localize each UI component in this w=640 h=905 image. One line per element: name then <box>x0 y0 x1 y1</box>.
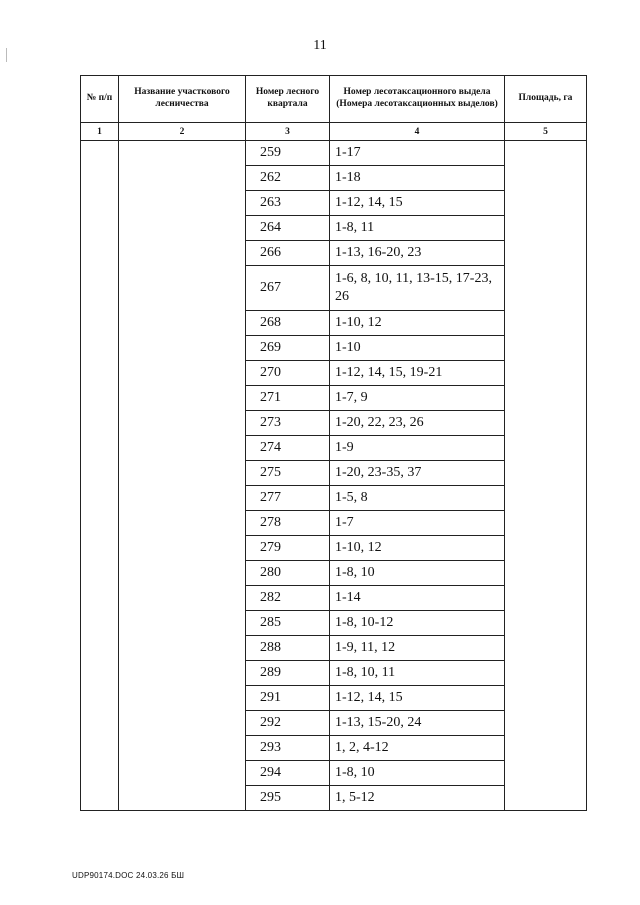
vydel-cell: 1-20, 22, 23, 26 <box>330 411 505 436</box>
quarter-cell: 280 <box>246 561 330 586</box>
allotment-table <box>80 75 587 811</box>
quarter-cell: 285 <box>246 611 330 636</box>
vydel-cell: 1-10, 12 <box>330 536 505 561</box>
quarter-cell: 294 <box>246 761 330 786</box>
quarter-cell: 289 <box>246 661 330 686</box>
quarter-cell: 295 <box>246 786 330 811</box>
vydel-cell: 1-8, 10, 11 <box>330 661 505 686</box>
header-forestry-name: Название участкового лесничества <box>119 76 246 123</box>
quarter-cell: 293 <box>246 736 330 761</box>
quarter-cell: 263 <box>246 191 330 216</box>
column-number: 1 <box>81 123 119 141</box>
quarter-cell: 291 <box>246 686 330 711</box>
vydel-cell: 1-8, 10 <box>330 761 505 786</box>
quarter-cell: 279 <box>246 536 330 561</box>
page-number: 11 <box>313 38 327 53</box>
vydel-cell: 1, 5-12 <box>330 786 505 811</box>
vydel-cell: 1-20, 23-35, 37 <box>330 461 505 486</box>
number-cell-empty <box>81 141 119 811</box>
quarter-cell: 277 <box>246 486 330 511</box>
column-number: 5 <box>505 123 587 141</box>
vydel-cell: 1-8, 10-12 <box>330 611 505 636</box>
column-number-row <box>81 123 587 141</box>
vydel-cell: 1-9, 11, 12 <box>330 636 505 661</box>
header-vydel-number: Номер лесотаксационного выдела (Номера лесотаксационных выделов) <box>330 76 505 123</box>
vydel-cell: 1-6, 8, 10, 11, 13-15, 17-23, 26 <box>330 266 505 311</box>
forestry-name-cell-empty <box>119 141 246 811</box>
quarter-cell: 270 <box>246 361 330 386</box>
vydel-cell: 1-13, 16-20, 23 <box>330 241 505 266</box>
area-cell-empty <box>505 141 587 811</box>
vydel-cell: 1-12, 14, 15 <box>330 686 505 711</box>
vydel-cell: 1-8, 10 <box>330 561 505 586</box>
header-number: № п/п <box>81 76 119 123</box>
header-area: Площадь, га <box>505 76 587 123</box>
vydel-cell: 1-13, 15-20, 24 <box>330 711 505 736</box>
quarter-cell: 268 <box>246 311 330 336</box>
vydel-cell: 1-10, 12 <box>330 311 505 336</box>
vydel-cell: 1-8, 11 <box>330 216 505 241</box>
quarter-cell: 271 <box>246 386 330 411</box>
quarter-cell: 264 <box>246 216 330 241</box>
vydel-cell: 1-9 <box>330 436 505 461</box>
column-number: 3 <box>246 123 330 141</box>
vydel-cell: 1-7 <box>330 511 505 536</box>
vydel-cell: 1-18 <box>330 166 505 191</box>
quarter-cell: 262 <box>246 166 330 191</box>
vydel-cell: 1-5, 8 <box>330 486 505 511</box>
header-quarter-number: Номер лесного квартала <box>246 76 330 123</box>
column-number: 2 <box>119 123 246 141</box>
vydel-cell: 1-10 <box>330 336 505 361</box>
document-footer: UDP90174.DOC 24.03.26 БШ <box>72 871 185 880</box>
quarter-cell: 288 <box>246 636 330 661</box>
vydel-cell: 1-12, 14, 15, 19-21 <box>330 361 505 386</box>
vydel-cell: 1-17 <box>330 141 505 166</box>
vydel-cell: 1-7, 9 <box>330 386 505 411</box>
quarter-cell: 259 <box>246 141 330 166</box>
quarter-cell: 266 <box>246 241 330 266</box>
vydel-cell: 1-12, 14, 15 <box>330 191 505 216</box>
quarter-cell: 278 <box>246 511 330 536</box>
quarter-cell: 269 <box>246 336 330 361</box>
quarter-cell: 267 <box>246 266 330 311</box>
vydel-cell: 1, 2, 4-12 <box>330 736 505 761</box>
header-row <box>81 76 587 123</box>
quarter-cell: 274 <box>246 436 330 461</box>
vydel-cell: 1-14 <box>330 586 505 611</box>
column-number: 4 <box>330 123 505 141</box>
quarter-cell: 273 <box>246 411 330 436</box>
quarter-cell: 282 <box>246 586 330 611</box>
quarter-cell: 292 <box>246 711 330 736</box>
quarter-cell: 275 <box>246 461 330 486</box>
